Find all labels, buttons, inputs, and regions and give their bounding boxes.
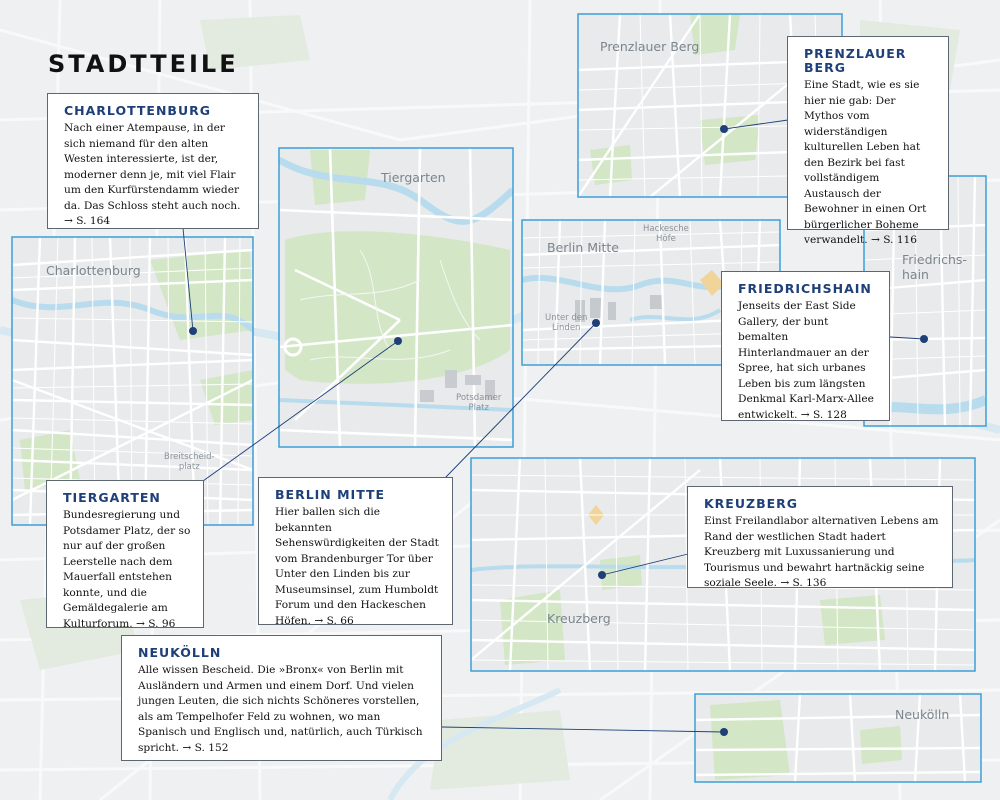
map-label-prenzlauer-berg: Prenzlauer Berg [600, 39, 700, 54]
map-label-tiergarten: Tiergarten [381, 170, 446, 185]
kreuzberg-card-text: Einst Freilandlabor alternativen Lebens am Rand der westlichen Stadt hadert Kreuzberg mit Luxussanierung und Tourismus und bewahrt hartnäckig seine soziale Seele. → S. 136 [704, 515, 939, 589]
prenzlauer-berg-card-text: Eine Stadt, wie es sie hier nie gab: Der Mythos vom widerständigen kulturellen Leben hat den Bezirk bei fast vollständigem Austausch der Bewohner in einen Ort bürgerlicher Boheme verwandelt. → S. 116 [804, 79, 927, 246]
charlottenburg-card-title: CHARLOTTENBURG [64, 103, 211, 118]
map-label-neukoelln: Neukölln [895, 707, 950, 722]
map-label-unter-den-linden: Unter den Linden [545, 313, 588, 333]
neukoelln-card [121, 635, 442, 761]
tiergarten-card-text: Bundesregierung und Potsdamer Platz, der so nur auf der großen Leerstelle nach dem Mauerfall entstehen konnte, und die Gemäldegalerie am Kulturforum. → S. 96 [63, 509, 191, 630]
map-label-kreuzberg: Kreuzberg [547, 611, 611, 626]
prenzlauer-berg-marker[interactable] [720, 125, 728, 133]
map-label-breitscheidplatz: Breitscheid- platz [164, 452, 215, 472]
charlottenburg-card [47, 93, 259, 229]
map-label-charlottenburg: Charlottenburg [46, 263, 141, 278]
tiergarten-card-title: TIERGARTEN [63, 490, 161, 505]
prenzlauer-berg-card [787, 36, 949, 246]
page-title: STADTTEILE [48, 50, 239, 78]
berlin-mitte-card [258, 477, 453, 625]
berlin-mitte-card-text: Hier ballen sich die bekannten Sehenswürdigkeiten der Stadt vom Brandenburger Tor über Unter den Linden bis zur Museumsinsel, zum Humboldt Forum und den Hackeschen Höfen. → S. 66 [275, 506, 439, 627]
tiergarten-marker[interactable] [394, 337, 402, 345]
friedrichshain-card [721, 271, 890, 421]
tiergarten-card [46, 480, 204, 628]
kreuzberg-marker[interactable] [598, 571, 606, 579]
map-label-friedrichshain: Friedrichs- hain [902, 252, 967, 282]
map-label-potsdamer-platz: Potsdamer Platz [456, 393, 502, 413]
neukoelln-marker[interactable] [720, 728, 728, 736]
map-label-hackesche-hoefe: Hackesche Höfe [643, 224, 689, 244]
friedrichshain-card-text: Jenseits der East Side Gallery, der bunt bemalten Hinterlandmauer an der Spree, hat sich urbanes Leben bis zum längsten Denkmal Karl-Marx-Allee entwickelt. → S. 128 [738, 300, 874, 421]
kreuzberg-card-title: KREUZBERG [704, 496, 799, 511]
kreuzberg-card [687, 486, 953, 588]
map-label-berlin-mitte: Berlin Mitte [547, 240, 619, 255]
neukoelln-card-title: NEUKÖLLN [138, 645, 222, 660]
neukoelln-card-text: Alle wissen Bescheid. Die »Bronx« von Berlin mit Ausländern und Armen und einem Dorf. Und vielen jungen Leuten, die sich nichts Schöneres vorstellen, als am Tempelhofer Feld zu wohnen, wo man Spanisch und Englisch und, natürlich, auch Türkisch spricht. → S. 152 [138, 664, 423, 754]
berlin-mitte-marker[interactable] [592, 319, 600, 327]
friedrichshain-card-title: FRIEDRICHSHAIN [738, 281, 872, 296]
friedrichshain-marker[interactable] [920, 335, 928, 343]
berlin-mitte-card-title: BERLIN MITTE [275, 487, 386, 502]
charlottenburg-marker[interactable] [189, 327, 197, 335]
prenzlauer-berg-card-title: PRENZLAUER BERG [804, 46, 907, 75]
charlottenburg-card-text: Nach einer Atempause, in der sich niemand für den alten Westen interessierte, ist der, moderner denn je, mit viel Flair um den Kurfürstendamm wieder da. Das Schloss steht auch noch. → S. 164 [64, 122, 241, 227]
